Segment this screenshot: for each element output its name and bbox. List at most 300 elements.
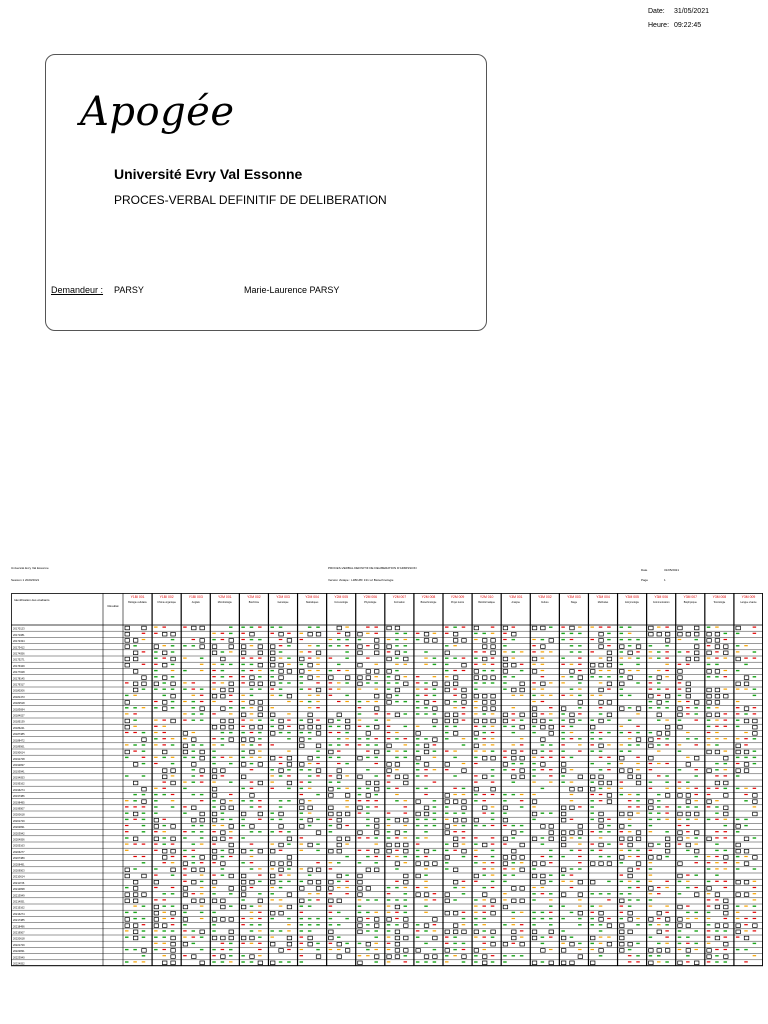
grade-box xyxy=(258,645,263,649)
grade-box xyxy=(416,812,421,816)
grade-mark-orange xyxy=(404,744,408,745)
grade-mark-red xyxy=(578,862,582,863)
grade-box xyxy=(279,670,284,674)
grade-mark-green xyxy=(453,627,457,628)
grade-mark-orange xyxy=(300,701,304,702)
grade-mark-red xyxy=(694,862,698,863)
grade-mark-green xyxy=(636,732,640,733)
grade-mark-green xyxy=(715,930,719,931)
grade-mark-green xyxy=(532,893,536,894)
grade-box xyxy=(416,732,421,736)
grade-box xyxy=(590,880,595,884)
grade-mark-red xyxy=(300,794,304,795)
grade-mark-green xyxy=(570,726,574,727)
grade-box xyxy=(154,682,159,686)
grade-mark-green xyxy=(453,658,457,659)
grade-box xyxy=(212,794,217,798)
grade-mark-green xyxy=(736,775,740,776)
grade-mark-green xyxy=(491,937,495,938)
course-name: Biophysique xyxy=(683,601,697,604)
grade-box xyxy=(395,818,400,822)
grade-mark-green xyxy=(474,794,478,795)
grade-mark-orange xyxy=(133,726,137,727)
grade-box xyxy=(404,880,409,884)
grade-mark-green xyxy=(424,875,428,876)
grade-box xyxy=(503,763,508,767)
grade-box xyxy=(541,645,546,649)
grade-mark-orange xyxy=(287,701,291,702)
grade-mark-orange xyxy=(192,732,196,733)
grade-mark-orange xyxy=(715,720,719,721)
grade-box xyxy=(491,899,496,903)
grade-mark-green xyxy=(133,744,137,745)
grade-box xyxy=(200,707,205,711)
grade-mark-green xyxy=(462,813,466,814)
grade-mark-green xyxy=(154,813,158,814)
grade-mark-orange xyxy=(657,763,661,764)
grade-box xyxy=(241,880,246,884)
student-id: 20207389 xyxy=(13,857,25,861)
grade-mark-orange xyxy=(445,676,449,677)
grade-box xyxy=(482,893,487,897)
grade-mark-orange xyxy=(724,670,728,671)
grade-mark-green xyxy=(570,912,574,913)
grade-mark-red xyxy=(142,844,146,845)
grade-box xyxy=(607,862,612,866)
grade-mark-green xyxy=(221,664,225,665)
grade-mark-orange xyxy=(665,906,669,907)
grade-box xyxy=(590,775,595,779)
grade-box xyxy=(549,961,554,965)
grade-mark-green xyxy=(462,788,466,789)
course-name: Bioinformatique xyxy=(478,601,495,604)
grade-box xyxy=(453,930,458,934)
grade-mark-green xyxy=(649,899,653,900)
grade-mark-red xyxy=(212,875,216,876)
grade-box xyxy=(649,756,654,760)
grade-box xyxy=(453,732,458,736)
grade-mark-green xyxy=(250,763,254,764)
grade-box xyxy=(474,744,479,748)
grade-mark-red xyxy=(657,738,661,739)
grade-mark-green xyxy=(620,751,624,752)
grade-box xyxy=(503,670,508,674)
grade-mark-red xyxy=(686,825,690,826)
grade-mark-green xyxy=(570,868,574,869)
grade-mark-green xyxy=(578,720,582,721)
grade-mark-orange xyxy=(183,738,187,739)
grade-mark-red xyxy=(561,744,565,745)
grade-mark-green xyxy=(416,924,420,925)
grade-mark-orange xyxy=(453,825,457,826)
grade-mark-red xyxy=(221,943,225,944)
grade-mark-red xyxy=(620,912,624,913)
grade-box xyxy=(221,806,226,810)
grade-mark-red xyxy=(715,651,719,652)
grade-mark-green xyxy=(665,775,669,776)
grade-mark-green xyxy=(665,645,669,646)
grade-box xyxy=(694,849,699,853)
grade-mark-green xyxy=(125,775,129,776)
grade-mark-green xyxy=(337,744,341,745)
grade-mark-red xyxy=(424,856,428,857)
grade-box xyxy=(250,794,255,798)
grade-mark-red xyxy=(744,794,748,795)
grade-box xyxy=(387,843,392,847)
grade-mark-orange xyxy=(200,664,204,665)
grade-box xyxy=(665,949,670,953)
grade-mark-green xyxy=(366,788,370,789)
grade-mark-green xyxy=(133,949,137,950)
grade-box xyxy=(192,806,197,810)
grade-mark-green xyxy=(125,961,129,962)
grade-box xyxy=(171,781,176,785)
grade-mark-orange xyxy=(628,881,632,882)
grade-box xyxy=(133,781,138,785)
grade-box xyxy=(491,645,496,649)
grade-box xyxy=(229,843,234,847)
grade-mark-orange xyxy=(474,639,478,640)
grade-box xyxy=(250,750,255,754)
grade-mark-orange xyxy=(453,794,457,795)
grade-mark-orange xyxy=(694,800,698,801)
grade-mark-green xyxy=(482,930,486,931)
grade-mark-green xyxy=(599,769,603,770)
grade-box xyxy=(162,632,167,636)
grade-box xyxy=(532,719,537,723)
grade-box xyxy=(520,775,525,779)
grade-mark-red xyxy=(366,800,370,801)
grade-mark-green xyxy=(416,775,420,776)
grade-mark-green xyxy=(707,924,711,925)
grade-box xyxy=(578,787,583,791)
grade-mark-red xyxy=(250,887,254,888)
grade-box xyxy=(125,868,130,872)
grade-box xyxy=(395,651,400,655)
grade-mark-green xyxy=(590,918,594,919)
grade-mark-orange xyxy=(561,676,565,677)
grade-box xyxy=(387,670,392,674)
grade-mark-green xyxy=(142,813,146,814)
grade-box xyxy=(404,949,409,953)
grade-box xyxy=(279,719,284,723)
grade-box xyxy=(329,794,334,798)
grade-mark-orange xyxy=(133,961,137,962)
grade-mark-green xyxy=(433,751,437,752)
grade-mark-red xyxy=(212,862,216,863)
grade-mark-green xyxy=(549,627,553,628)
grade-box xyxy=(404,843,409,847)
grade-box xyxy=(753,719,758,723)
grade-mark-green xyxy=(491,850,495,851)
grade-mark-red xyxy=(678,682,682,683)
grade-mark-green xyxy=(665,856,669,857)
grade-mark-green xyxy=(482,726,486,727)
grade-mark-red xyxy=(250,844,254,845)
grade-box xyxy=(736,682,741,686)
grade-mark-green xyxy=(474,633,478,634)
grade-mark-red xyxy=(678,825,682,826)
grade-mark-green xyxy=(462,856,466,857)
grade-mark-green xyxy=(366,912,370,913)
grade-mark-red xyxy=(279,831,283,832)
grade-box xyxy=(724,955,729,959)
grade-box xyxy=(171,719,176,723)
grade-mark-orange xyxy=(345,701,349,702)
grade-mark-green xyxy=(154,868,158,869)
grade-mark-orange xyxy=(300,633,304,634)
grade-mark-green xyxy=(287,645,291,646)
grade-box xyxy=(374,868,379,872)
grade-mark-red xyxy=(445,769,449,770)
grade-mark-green xyxy=(374,744,378,745)
grade-box xyxy=(532,670,537,674)
grade-box xyxy=(316,732,321,736)
grade-mark-orange xyxy=(491,875,495,876)
grade-mark-orange xyxy=(665,720,669,721)
grade-mark-green xyxy=(171,645,175,646)
grade-box xyxy=(620,756,625,760)
grade-mark-green xyxy=(724,961,728,962)
grade-mark-red xyxy=(250,788,254,789)
grade-mark-red xyxy=(162,949,166,950)
grade-mark-green xyxy=(308,627,312,628)
grade-box xyxy=(337,942,342,946)
grade-mark-red xyxy=(183,930,187,931)
grade-mark-green xyxy=(133,912,137,913)
grade-box xyxy=(221,694,226,698)
grade-box xyxy=(620,670,625,674)
grade-mark-green xyxy=(287,732,291,733)
grade-mark-green xyxy=(433,713,437,714)
grade-box xyxy=(279,862,284,866)
grade-mark-green xyxy=(532,695,536,696)
grade-mark-green xyxy=(482,732,486,733)
grade-mark-red xyxy=(387,713,391,714)
grade-mark-green xyxy=(154,949,158,950)
grade-mark-orange xyxy=(636,918,640,919)
grade-box xyxy=(424,893,429,897)
grade-box xyxy=(607,800,612,804)
grade-box xyxy=(503,862,508,866)
grade-mark-orange xyxy=(570,732,574,733)
grade-box xyxy=(578,676,583,680)
grade-box xyxy=(503,663,508,667)
grade-mark-green xyxy=(578,707,582,708)
grade-box xyxy=(250,682,255,686)
grade-mark-green xyxy=(686,819,690,820)
grade-mark-green xyxy=(636,955,640,956)
grade-mark-red xyxy=(462,881,466,882)
grade-mark-green xyxy=(482,918,486,919)
grade-mark-green xyxy=(636,682,640,683)
grade-mark-red xyxy=(707,794,711,795)
grade-mark-red xyxy=(316,707,320,708)
grade-mark-green xyxy=(678,943,682,944)
grade-mark-red xyxy=(279,757,283,758)
grade-box xyxy=(724,645,729,649)
grade-mark-orange xyxy=(270,707,274,708)
grade-mark-green xyxy=(724,850,728,851)
grade-mark-orange xyxy=(345,738,349,739)
grade-mark-green xyxy=(229,707,233,708)
grade-box xyxy=(665,918,670,922)
grade-mark-green xyxy=(715,961,719,962)
grade-mark-red xyxy=(374,713,378,714)
grade-mark-red xyxy=(453,831,457,832)
grade-mark-red xyxy=(570,738,574,739)
grade-mark-red xyxy=(474,837,478,838)
grade-mark-green xyxy=(474,738,478,739)
grade-mark-green xyxy=(570,757,574,758)
grade-mark-green xyxy=(445,850,449,851)
grade-box xyxy=(491,911,496,915)
grade-box xyxy=(694,961,699,965)
grade-box xyxy=(462,769,467,773)
grade-mark-red xyxy=(549,912,553,913)
grade-mark-green xyxy=(474,825,478,826)
grade-mark-red xyxy=(541,757,545,758)
grade-box xyxy=(424,750,429,754)
grade-mark-green xyxy=(607,831,611,832)
grade-mark-red xyxy=(753,633,757,634)
grade-box xyxy=(578,825,583,829)
grade-mark-green xyxy=(279,881,283,882)
grade-mark-green xyxy=(200,912,204,913)
grade-mark-green xyxy=(270,726,274,727)
grade-mark-orange xyxy=(541,658,545,659)
student-id: 20194053 xyxy=(13,776,25,780)
grade-mark-red xyxy=(416,930,420,931)
grade-box xyxy=(258,849,263,853)
grade-box xyxy=(678,713,683,717)
grade-mark-orange xyxy=(736,912,740,913)
grade-mark-red xyxy=(482,912,486,913)
grade-mark-orange xyxy=(125,800,129,801)
grade-mark-green xyxy=(345,695,349,696)
grade-box xyxy=(287,905,292,909)
grade-box xyxy=(300,725,305,729)
grade-box xyxy=(229,645,234,649)
grade-box xyxy=(744,763,749,767)
grade-box xyxy=(241,812,246,816)
grade-mark-orange xyxy=(212,782,216,783)
grade-mark-red xyxy=(665,912,669,913)
grade-mark-orange xyxy=(753,806,757,807)
grade-mark-red xyxy=(462,658,466,659)
grade-box xyxy=(337,825,342,829)
grade-box xyxy=(212,899,217,903)
grade-mark-green xyxy=(337,757,341,758)
grade-box xyxy=(628,942,633,946)
grade-mark-green xyxy=(503,689,507,690)
grade-mark-green xyxy=(503,769,507,770)
grade-mark-green xyxy=(678,937,682,938)
grade-mark-orange xyxy=(424,899,428,900)
grade-box xyxy=(520,688,525,692)
grade-mark-green xyxy=(549,744,553,745)
grade-mark-green xyxy=(345,658,349,659)
grade-mark-green xyxy=(279,627,283,628)
grade-mark-green xyxy=(183,689,187,690)
grade-mark-red xyxy=(491,887,495,888)
grade-box xyxy=(183,750,188,754)
grade-mark-orange xyxy=(183,937,187,938)
grade-mark-red xyxy=(462,720,466,721)
grade-box xyxy=(358,918,363,922)
grade-mark-orange xyxy=(607,937,611,938)
grade-mark-red xyxy=(636,806,640,807)
grade-mark-green xyxy=(620,664,624,665)
grade-mark-orange xyxy=(329,639,333,640)
grade-mark-green xyxy=(707,664,711,665)
grade-mark-red xyxy=(715,788,719,789)
grade-mark-green xyxy=(200,794,204,795)
grade-mark-green xyxy=(387,831,391,832)
grade-box xyxy=(541,763,546,767)
grade-mark-orange xyxy=(707,943,711,944)
grade-box xyxy=(541,880,546,884)
grade-mark-green xyxy=(200,837,204,838)
student-id: 20196274 xyxy=(13,788,25,792)
grade-mark-green xyxy=(154,689,158,690)
grade-mark-green xyxy=(736,868,740,869)
grade-box xyxy=(404,657,409,661)
grade-mark-red xyxy=(250,782,254,783)
grade-box xyxy=(200,856,205,860)
grade-box xyxy=(270,682,275,686)
grade-box xyxy=(395,713,400,717)
grade-mark-red xyxy=(345,881,349,882)
grade-mark-green xyxy=(404,713,408,714)
grade-mark-green xyxy=(229,763,233,764)
grade-box xyxy=(453,837,458,841)
grade-box xyxy=(707,955,712,959)
report-time xyxy=(648,22,701,29)
grade-mark-red xyxy=(270,633,274,634)
grade-mark-red xyxy=(570,887,574,888)
grade-box xyxy=(133,682,138,686)
grade-mark-orange xyxy=(636,769,640,770)
grade-mark-orange xyxy=(212,744,216,745)
grade-box xyxy=(678,862,683,866)
grade-mark-orange xyxy=(578,744,582,745)
grade-box xyxy=(241,887,246,891)
grade-mark-green xyxy=(620,732,624,733)
grade-mark-green xyxy=(387,887,391,888)
grade-mark-green xyxy=(258,738,262,739)
grade-mark-green xyxy=(503,682,507,683)
grade-box xyxy=(736,657,741,661)
grade-box xyxy=(628,769,633,773)
grade-mark-orange xyxy=(599,906,603,907)
grade-box xyxy=(300,670,305,674)
grade-box xyxy=(125,899,130,903)
grade-mark-green xyxy=(192,707,196,708)
grade-mark-red xyxy=(133,732,137,733)
grade-mark-orange xyxy=(374,949,378,950)
grade-box xyxy=(250,701,255,705)
grade-mark-red xyxy=(665,881,669,882)
grade-mark-green xyxy=(142,955,146,956)
grade-mark-red xyxy=(387,775,391,776)
grade-mark-green xyxy=(287,658,291,659)
grade-mark-red xyxy=(374,738,378,739)
grade-mark-green xyxy=(482,875,486,876)
grade-box xyxy=(694,645,699,649)
grade-box xyxy=(229,936,234,940)
grade-mark-orange xyxy=(707,856,711,857)
